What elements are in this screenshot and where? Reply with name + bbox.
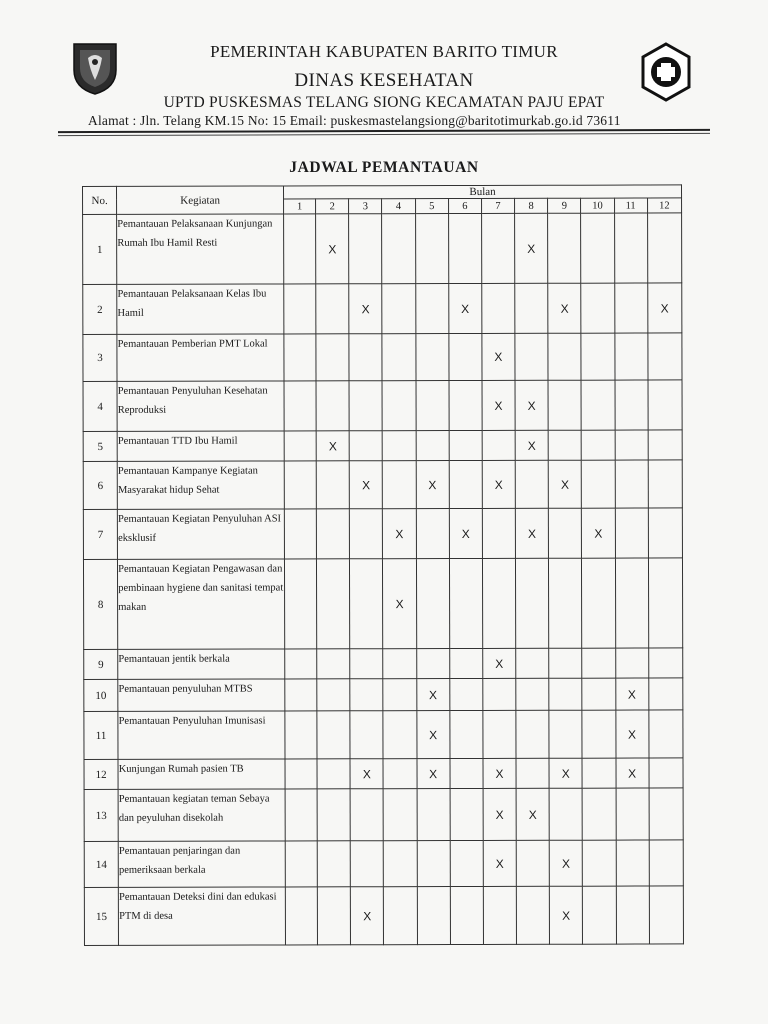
- table-row: [83, 460, 682, 510]
- month-mark: X: [416, 461, 449, 509]
- table-row: [84, 886, 683, 946]
- month-mark: [482, 508, 515, 558]
- month-mark: X: [483, 788, 516, 840]
- row-number: 14: [84, 841, 118, 887]
- month-mark: [549, 678, 582, 710]
- month-mark: [284, 381, 316, 431]
- activity-name: Pemantauan Penyuluhan Imunisasi: [118, 711, 285, 759]
- row-number: 5: [83, 431, 117, 461]
- month-mark: [616, 788, 649, 840]
- header-kegiatan: Kegiatan: [117, 186, 284, 214]
- activity-name: Pemantauan Deteksi dini dan edukasi PTM di desa: [118, 887, 285, 945]
- month-mark: [548, 380, 581, 430]
- row-number: 7: [83, 509, 117, 559]
- activity-name: Pemantauan penjaringan dan pemeriksaan berkala: [118, 841, 285, 887]
- month-mark: [317, 711, 350, 759]
- month-mark: [349, 381, 382, 431]
- month-mark: [416, 381, 449, 431]
- month-mark: X: [483, 840, 516, 886]
- month-mark: [350, 841, 383, 887]
- month-mark: [317, 887, 350, 945]
- table-row: [84, 678, 683, 712]
- puskesmas-name: UPTD PUSKESMAS TELANG SIONG KECAMATAN PAJU EPAT: [163, 94, 605, 111]
- month-mark: [549, 710, 582, 758]
- month-mark: [516, 840, 549, 886]
- month-header: 2: [316, 199, 349, 214]
- month-header: 8: [515, 198, 548, 213]
- month-mark: X: [448, 283, 481, 333]
- month-mark: [284, 431, 316, 461]
- month-mark: [317, 649, 350, 679]
- month-mark: [450, 788, 483, 840]
- month-mark: X: [482, 460, 515, 508]
- row-number: 13: [84, 789, 118, 841]
- month-mark: [516, 886, 549, 944]
- table-row: [83, 430, 682, 462]
- month-mark: [583, 840, 616, 886]
- month-mark: X: [417, 759, 450, 789]
- month-mark: [583, 886, 616, 944]
- month-mark: [448, 213, 481, 283]
- month-mark: [316, 334, 349, 381]
- month-mark: [582, 648, 615, 678]
- table-row: [83, 333, 682, 382]
- month-mark: [582, 788, 615, 840]
- month-mark: [449, 558, 482, 648]
- row-number: 3: [83, 334, 117, 381]
- month-mark: [516, 758, 549, 788]
- month-mark: [316, 509, 349, 559]
- month-mark: [582, 758, 615, 788]
- month-mark: [615, 558, 648, 648]
- month-mark: [317, 789, 350, 841]
- month-header: 12: [647, 198, 681, 213]
- month-mark: [614, 333, 647, 380]
- header-bulan: Bulan: [283, 185, 681, 199]
- month-mark: [349, 214, 382, 284]
- month-mark: [648, 460, 682, 508]
- month-mark: X: [449, 508, 482, 558]
- month-mark: [285, 887, 317, 945]
- month-mark: [383, 679, 416, 711]
- month-mark: X: [482, 333, 515, 380]
- month-mark: [449, 460, 482, 508]
- month-mark: [615, 460, 648, 508]
- activity-name: Pemantauan Kegiatan Pengawasan dan pembinaan hygiene dan sanitasi tempat makan: [118, 559, 285, 649]
- table-row: [83, 558, 682, 650]
- month-mark: X: [516, 788, 549, 840]
- month-mark: [317, 841, 350, 887]
- department-name: DINAS KESEHATAN: [294, 70, 474, 91]
- month-mark: [614, 213, 647, 283]
- month-mark: X: [615, 710, 648, 758]
- activity-name: Pemantauan kegiatan teman Sebaya dan peyuluhan disekolah: [118, 789, 285, 841]
- month-mark: [581, 333, 614, 380]
- month-mark: [648, 508, 682, 558]
- month-mark: X: [416, 679, 449, 711]
- month-mark: X: [316, 214, 349, 284]
- month-mark: [516, 678, 549, 710]
- header-no: No.: [83, 186, 117, 214]
- row-number: 8: [83, 559, 117, 649]
- month-mark: X: [615, 758, 648, 788]
- month-mark: X: [383, 559, 416, 649]
- month-mark: X: [482, 380, 515, 430]
- month-mark: [581, 283, 614, 333]
- month-mark: [350, 679, 383, 711]
- month-mark: [483, 678, 516, 710]
- month-mark: [615, 648, 648, 678]
- schedule-body: [83, 213, 684, 946]
- row-number: 4: [83, 381, 117, 431]
- month-mark: [515, 460, 548, 508]
- month-mark: [450, 710, 483, 758]
- month-mark: [449, 648, 482, 678]
- month-mark: [284, 284, 316, 334]
- month-mark: X: [515, 508, 548, 558]
- month-mark: [416, 649, 449, 679]
- month-mark: [614, 283, 647, 333]
- month-mark: [648, 333, 682, 380]
- month-mark: [615, 380, 648, 430]
- month-mark: [649, 788, 683, 840]
- month-mark: [284, 334, 316, 381]
- activity-name: Pemantauan Pelaksanaan Kunjungan Rumah Ibu Hamil Resti: [117, 214, 284, 284]
- activity-name: Pemantauan Pelaksanaan Kelas Ibu Hamil: [117, 284, 284, 334]
- month-mark: [616, 840, 649, 886]
- month-mark: [482, 558, 515, 648]
- month-mark: [350, 559, 383, 649]
- month-mark: X: [550, 886, 583, 944]
- month-mark: [383, 649, 416, 679]
- month-mark: [382, 284, 415, 334]
- month-mark: [515, 333, 548, 380]
- month-mark: [449, 380, 482, 430]
- month-mark: [383, 711, 416, 759]
- month-mark: [417, 789, 450, 841]
- address-line: Alamat : Jln. Telang KM.15 No: 15 Email: puskesmastelangsiong@baritotimurkab.go.id 73611: [88, 113, 621, 128]
- month-header: 6: [448, 198, 481, 213]
- month-mark: X: [483, 758, 516, 788]
- month-mark: X: [350, 759, 383, 789]
- table-row: [84, 840, 683, 888]
- month-mark: [549, 648, 582, 678]
- table-row: [83, 213, 682, 285]
- month-header: 10: [581, 198, 614, 213]
- month-header: 5: [415, 199, 448, 214]
- government-name: PEMERINTAH KABUPATEN BARITO TIMUR: [210, 42, 558, 61]
- row-number: 9: [84, 649, 118, 679]
- month-mark: [350, 649, 383, 679]
- month-mark: [285, 789, 317, 841]
- month-mark: [350, 711, 383, 759]
- month-mark: [284, 509, 316, 559]
- month-mark: [581, 213, 614, 283]
- activity-name: Pemantauan Penyuluhan Kesehatan Reproduksi: [117, 381, 284, 431]
- month-mark: [450, 840, 483, 886]
- document-title: JADWAL PEMANTAUAN: [289, 159, 479, 176]
- table-row: [84, 788, 683, 842]
- month-mark: X: [549, 758, 582, 788]
- month-mark: X: [349, 284, 382, 334]
- month-mark: [515, 283, 548, 333]
- month-mark: [383, 759, 416, 789]
- month-mark: X: [351, 887, 384, 945]
- month-mark: [316, 381, 349, 431]
- activity-name: Kunjungan Rumah pasien TB: [118, 759, 285, 789]
- month-mark: [582, 710, 615, 758]
- month-mark: [450, 678, 483, 710]
- month-header: 11: [614, 198, 647, 213]
- month-mark: [417, 841, 450, 887]
- month-mark: [317, 559, 350, 649]
- month-mark: [416, 559, 449, 649]
- month-mark: [449, 333, 482, 380]
- month-mark: [648, 678, 682, 710]
- month-mark: X: [515, 430, 548, 460]
- row-number: 12: [84, 759, 118, 789]
- month-mark: X: [416, 711, 449, 759]
- month-mark: [649, 758, 683, 788]
- month-header: 9: [548, 198, 581, 213]
- month-mark: [416, 431, 449, 461]
- row-number: 6: [83, 461, 117, 509]
- month-mark: [516, 648, 549, 678]
- row-number: 11: [84, 711, 118, 759]
- month-mark: [516, 710, 549, 758]
- row-number: 10: [84, 679, 118, 711]
- month-mark: [285, 679, 317, 711]
- table-row: [84, 710, 683, 760]
- month-mark: [581, 380, 614, 430]
- month-mark: [383, 431, 416, 461]
- month-mark: X: [515, 380, 548, 430]
- month-mark: [285, 649, 317, 679]
- month-mark: [481, 213, 514, 283]
- month-header: 4: [382, 199, 415, 214]
- month-mark: X: [582, 508, 615, 558]
- month-mark: [648, 558, 683, 648]
- month-mark: [615, 508, 648, 558]
- month-mark: [482, 283, 515, 333]
- month-mark: [382, 381, 415, 431]
- month-mark: [649, 886, 683, 944]
- month-mark: X: [515, 213, 548, 283]
- month-mark: X: [615, 678, 648, 710]
- row-number: 1: [83, 214, 117, 284]
- month-mark: [317, 759, 350, 789]
- month-mark: X: [548, 283, 581, 333]
- month-mark: [549, 508, 582, 558]
- month-mark: [350, 509, 383, 559]
- month-mark: [416, 509, 449, 559]
- month-mark: [384, 887, 417, 945]
- month-mark: [382, 334, 415, 381]
- activity-name: Pemantauan Pemberian PMT Lokal: [117, 334, 284, 381]
- row-number: 2: [83, 284, 117, 334]
- month-mark: X: [349, 461, 382, 509]
- month-mark: [383, 789, 416, 841]
- month-mark: [450, 886, 483, 944]
- month-mark: [285, 759, 317, 789]
- month-mark: [482, 430, 515, 460]
- month-mark: X: [548, 460, 581, 508]
- activity-name: Pemantauan TTD Ibu Hamil: [117, 431, 284, 461]
- month-mark: [549, 788, 582, 840]
- month-mark: [284, 461, 316, 509]
- month-mark: [349, 334, 382, 381]
- month-mark: [516, 558, 549, 648]
- month-mark: [284, 214, 316, 284]
- month-mark: [382, 214, 415, 284]
- month-mark: [415, 214, 448, 284]
- table-row: [84, 758, 683, 790]
- month-mark: [483, 886, 516, 944]
- month-mark: [349, 431, 382, 461]
- month-mark: [285, 711, 317, 759]
- month-header: 7: [481, 198, 514, 213]
- table-row: [83, 283, 682, 335]
- month-mark: [548, 333, 581, 380]
- letterhead-rule-thin: [58, 133, 710, 136]
- month-mark: [384, 841, 417, 887]
- activity-name: Pemantauan jentik berkala: [118, 649, 285, 679]
- table-row: [83, 508, 682, 560]
- month-mark: [417, 887, 450, 945]
- month-mark: [316, 461, 349, 509]
- month-mark: X: [647, 283, 681, 333]
- month-mark: [316, 284, 349, 334]
- activity-name: Pemantauan penyuluhan MTBS: [118, 679, 285, 711]
- month-mark: [649, 840, 683, 886]
- month-mark: [648, 430, 682, 460]
- month-mark: [649, 710, 683, 758]
- month-mark: [449, 430, 482, 460]
- table-row: [83, 380, 682, 432]
- month-mark: [582, 678, 615, 710]
- month-mark: X: [549, 840, 582, 886]
- month-mark: [450, 758, 483, 788]
- month-mark: [647, 213, 682, 283]
- month-mark: [285, 841, 317, 887]
- month-mark: [581, 430, 614, 460]
- month-mark: X: [383, 509, 416, 559]
- schedule-table: [82, 184, 684, 946]
- month-mark: [548, 430, 581, 460]
- month-mark: [648, 648, 682, 678]
- table-row: [84, 648, 683, 680]
- month-mark: [415, 334, 448, 381]
- month-header: 3: [349, 199, 382, 214]
- month-mark: [415, 284, 448, 334]
- activity-name: Pemantauan Kegiatan Penyuluhan ASI eksklusif: [118, 509, 285, 559]
- month-mark: [548, 213, 581, 283]
- month-mark: [648, 380, 682, 430]
- month-mark: X: [316, 431, 349, 461]
- month-mark: [549, 558, 582, 648]
- month-mark: [350, 789, 383, 841]
- month-header: 1: [283, 199, 315, 214]
- month-mark: [383, 461, 416, 509]
- month-mark: [483, 710, 516, 758]
- month-mark: [615, 430, 648, 460]
- activity-name: Pemantauan Kampanye Kegiatan Masyarakat hidup Sehat: [117, 461, 284, 509]
- month-mark: [582, 460, 615, 508]
- row-number: 15: [84, 887, 118, 945]
- month-mark: X: [483, 648, 516, 678]
- month-mark: [582, 558, 615, 648]
- month-mark: [284, 559, 316, 649]
- month-mark: [317, 679, 350, 711]
- month-mark: [616, 886, 649, 944]
